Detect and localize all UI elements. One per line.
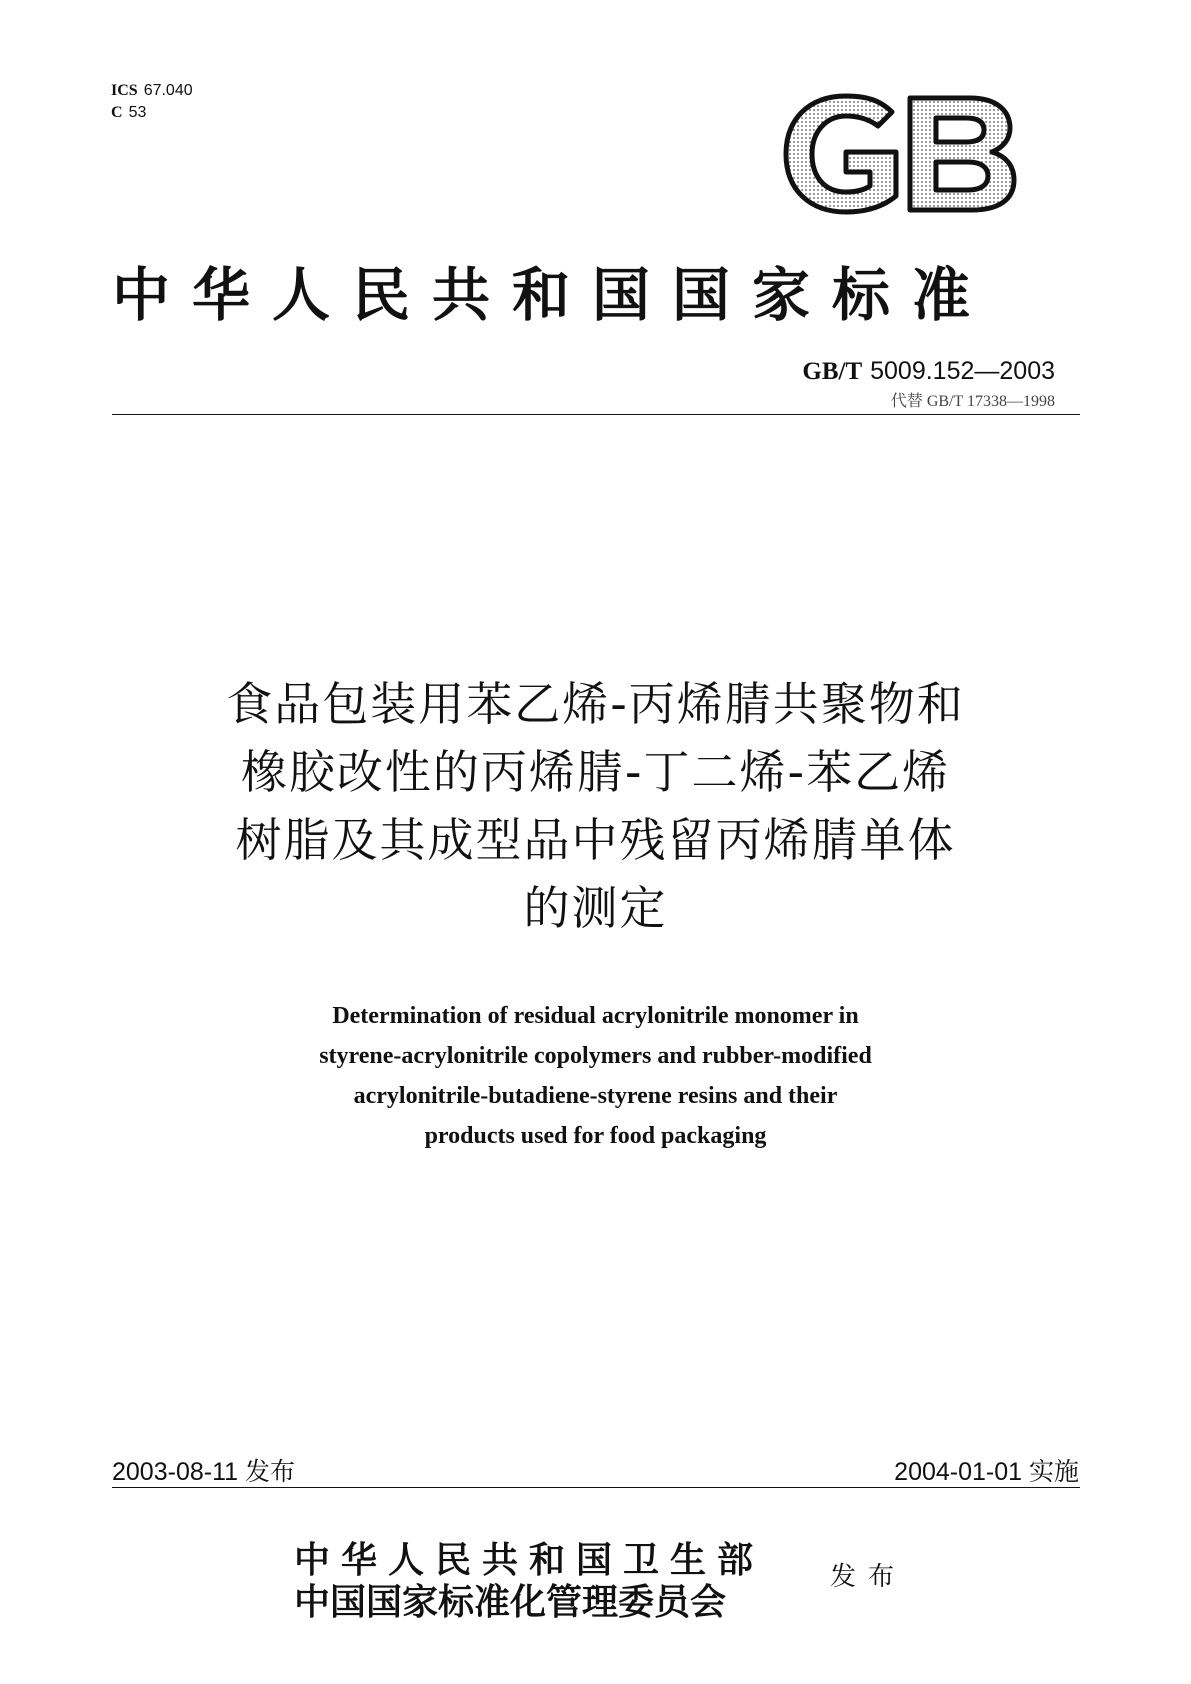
header-divider: [112, 414, 1080, 415]
english-title-line: acrylonitrile-butadiene-styrene resins and their: [353, 1083, 838, 1109]
issuer-ministry: 中华人民共和国卫生部: [294, 1540, 765, 1581]
issue-date: 2003-08-11 发布: [112, 1458, 295, 1486]
chinese-title-line: 的测定: [523, 881, 668, 935]
chinese-title: [0, 670, 1191, 942]
english-title-line: Determination of residual acrylonitrile monomer in: [332, 1003, 859, 1029]
issuing-organizations: [294, 1540, 764, 1624]
publish-label: 发布: [830, 1562, 907, 1592]
chinese-title-line: 树脂及其成型品中残留丙烯腈单体: [235, 813, 956, 867]
english-title: [0, 996, 1191, 1156]
standard-number-block: [802, 356, 1055, 411]
english-title-line: styrene-acrylonitrile copolymers and rubber-modified: [319, 1043, 872, 1069]
replaces-note: 代替 GB/T 17338—1998: [890, 393, 1055, 410]
ics-code: ICS 67.040: [111, 82, 193, 99]
implementation-date: 2004-01-01 实施: [894, 1458, 1079, 1486]
classification-codes: [111, 80, 193, 124]
chinese-title-line: 橡胶改性的丙烯腈-丁二烯-苯乙烯: [240, 745, 951, 799]
english-title-line: products used for food packaging: [424, 1123, 767, 1149]
standard-number: GB/T 5009.152—2003: [802, 357, 1055, 385]
gb-logo: [780, 92, 1018, 216]
issuer-sac: 中国国家标准化管理委员会: [294, 1582, 727, 1623]
footer-divider: [112, 1487, 1080, 1488]
chinese-title-line: 食品包装用苯乙烯-丙烯腈共聚物和: [226, 677, 965, 731]
national-standard-heading: 中华人民共和国国家标准: [112, 261, 993, 329]
clc-code: C 53: [111, 104, 147, 121]
